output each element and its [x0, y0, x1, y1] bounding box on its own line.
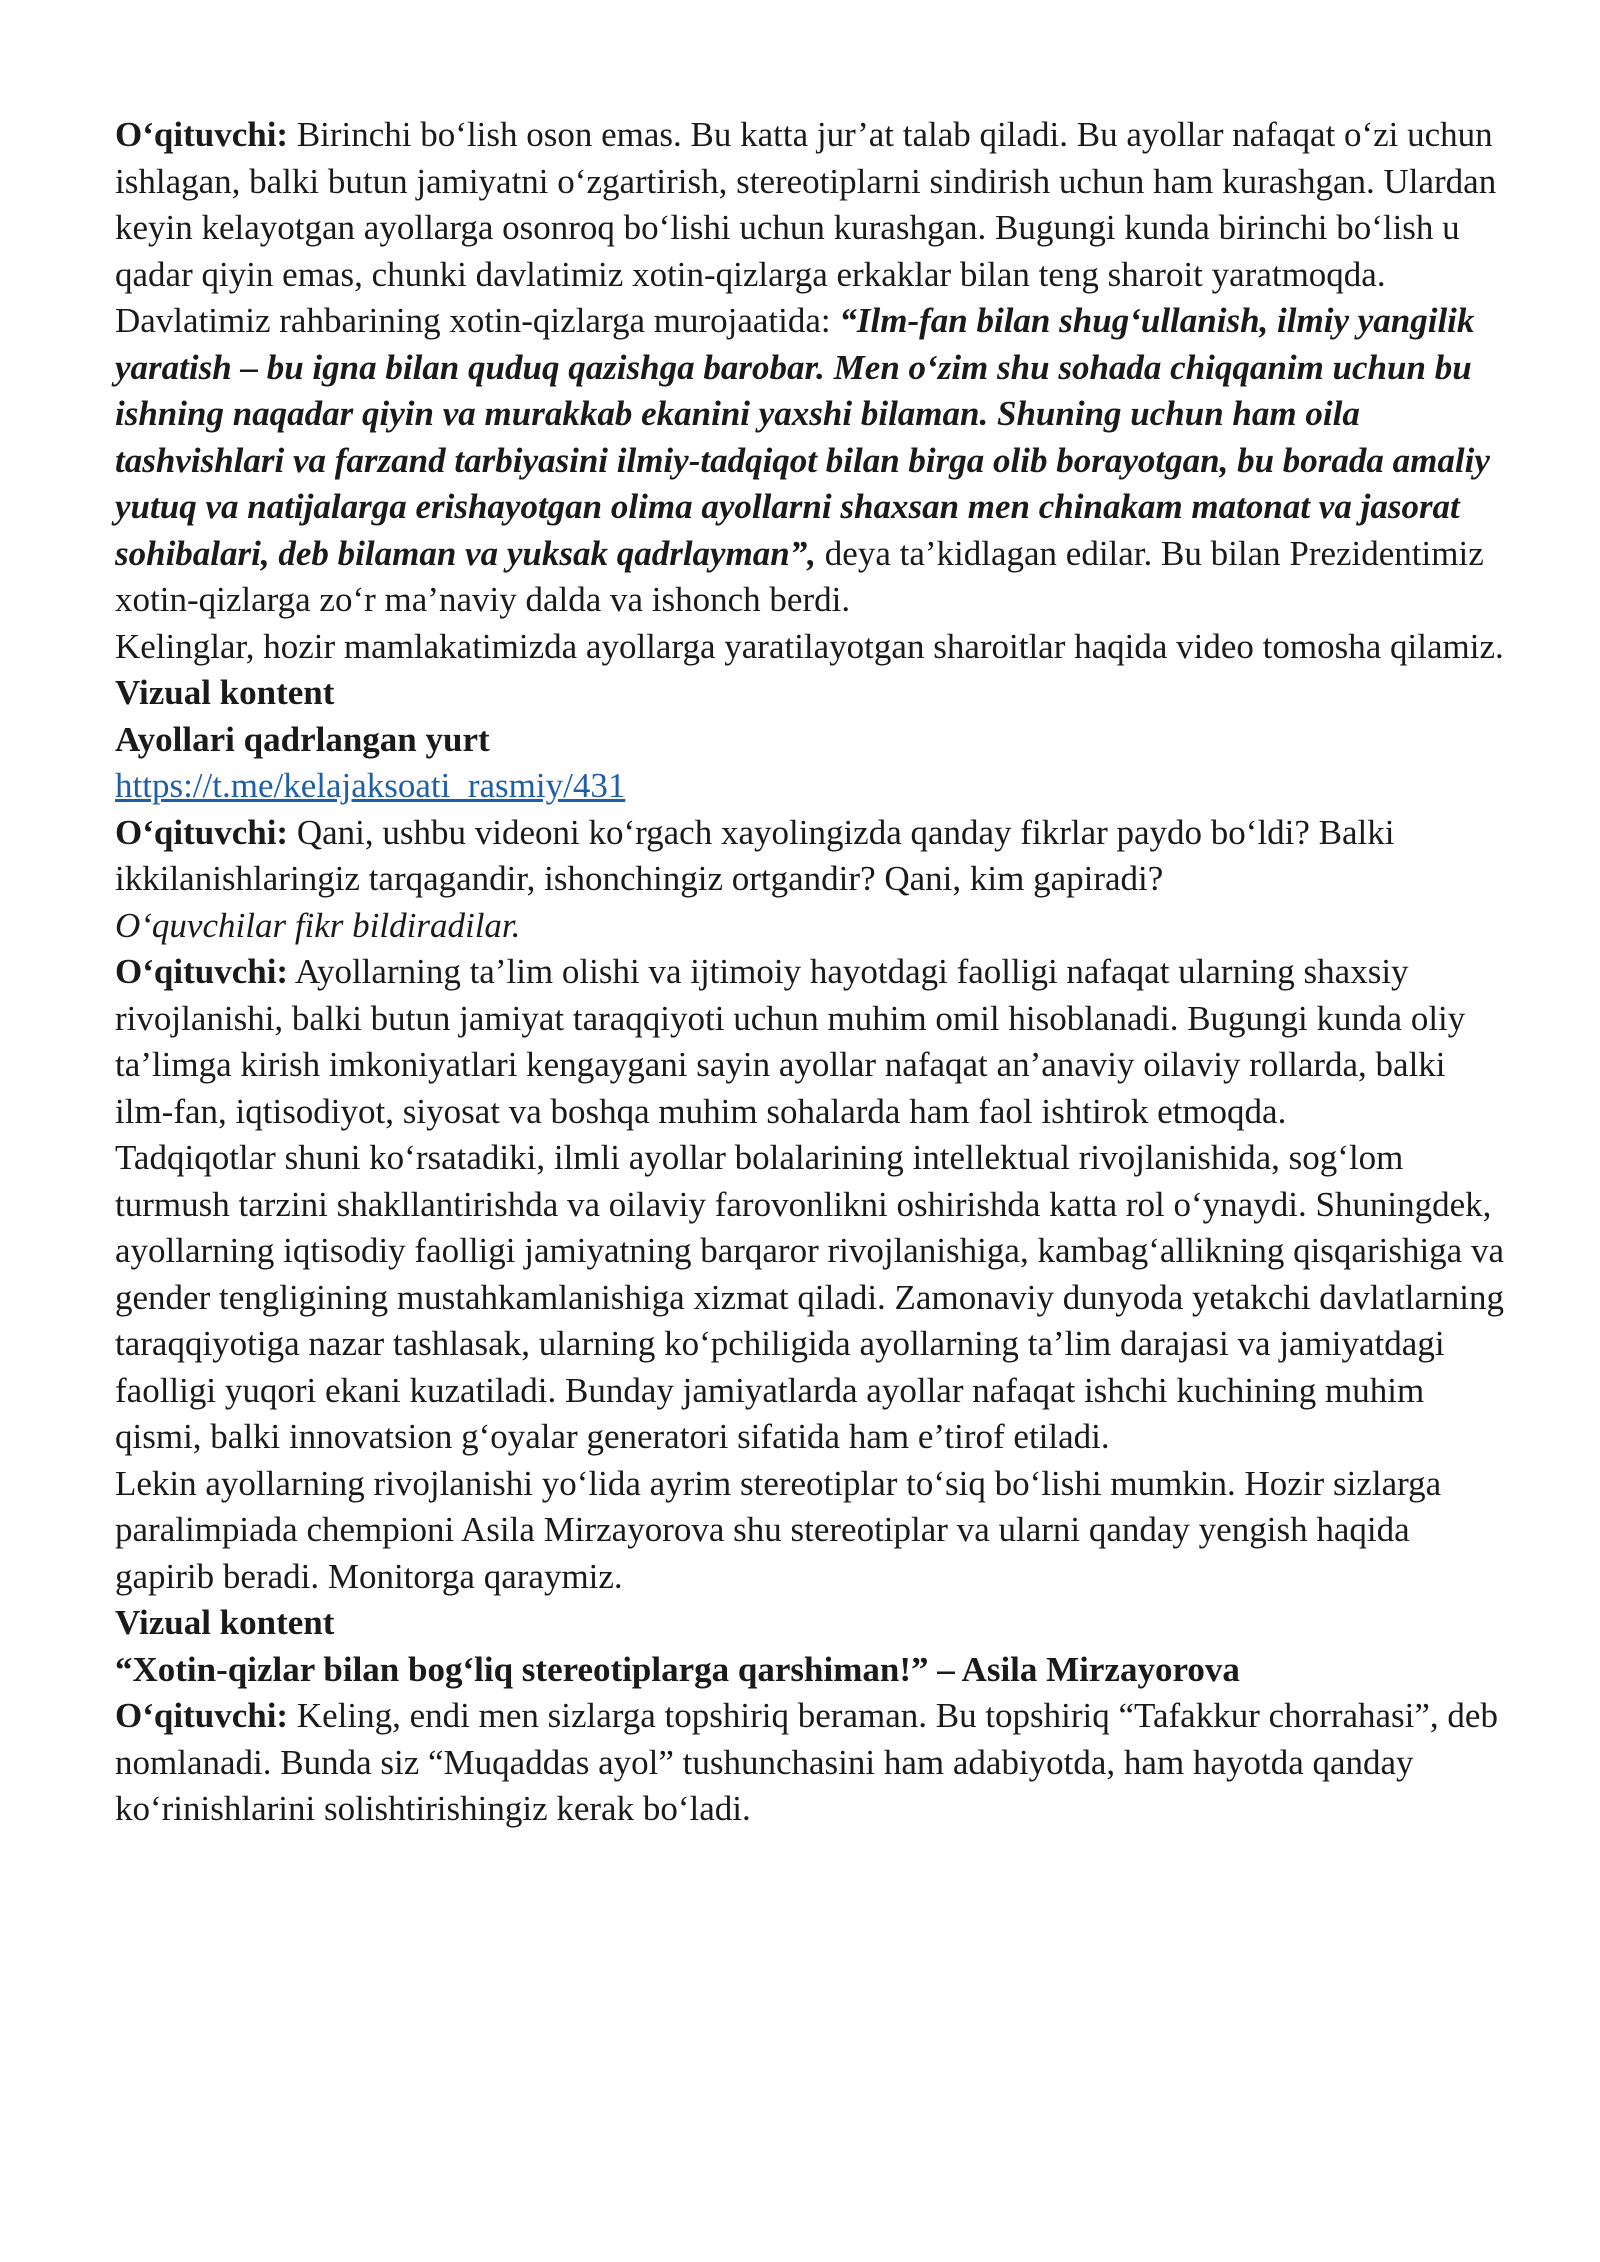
speaker-label: O‘qituvchi:	[115, 812, 289, 852]
visual-content-title-2: “Xotin-qizlar bilan bog‘liq stereotiplarga qarshiman!” – Asila Mirzayorova	[115, 1649, 1240, 1689]
video-invitation-paragraph: Kelinglar, hozir mamlakatimizda ayollarga yaratilayotgan sharoitlar haqida video tomosha qilamiz.	[115, 626, 1504, 666]
teacher-paragraph-3	[115, 949, 1510, 1135]
paragraph-outro-text: deya ta’kidlagan edilar. Bu bilan Prezidentimiz xotin-qizlarga zo‘r ma’naviy dalda va ishonch berdi.	[115, 533, 1484, 619]
visual-content-title-1: Ayollari qadrlangan yurt	[115, 719, 490, 759]
paragraph-text: Ayollarning ta’lim olishi va ijtimoiy hayotdagi faolligi nafaqat ularning shaxsiy rivojlanishi, balki butun jamiyat taraqqiyoti uchun muhim omil hisoblanadi. Bugungi kunda oliy ta’limga kirish imkoniyatlari kengaygani sayin ayollar nafaqat an’anaviy oilaviy rollarda, balki ilm-fan, iqtisodiyot, siyosat va boshqa muhim sohalarda ham faol ishtirok etmoqda.	[115, 952, 1466, 1131]
speaker-label: O‘qituvchi:	[115, 1696, 289, 1735]
stereotypes-paragraph: Lekin ayollarning rivojlanishi yo‘lida ayrim stereotiplar to‘siq bo‘lishi mumkin. Hozir sizlarga paralimpiada chempioni Asila Mirzayorova shu stereotiplar va ularni qanday yengish haqida gapirib beradi. Monitorga qaraymiz.	[115, 1463, 1442, 1596]
students-note: O‘quvchilar fikr bildiradilar.	[115, 905, 521, 945]
video-link[interactable]: https://t.me/kelajaksoati_rasmiy/431	[115, 766, 626, 805]
visual-content-label-2: Vizual kontent	[115, 1603, 335, 1642]
document-page	[115, 112, 1510, 1833]
research-paragraph: Tadqiqotlar shuni ko‘rsatadiki, ilmli ayollar bolalarining intellektual rivojlanishida, sog‘lom turmush tarzini shakllantirishda va oilaviy farovonlikni oshirishda katta rol o‘ynaydi. Shuningdek, ayollarning iqtisodiy faolligi jamiyatning barqaror rivojlanishiga, kambag‘allikning qisqarishiga va gender tengligining mustahkamlanishiga xizmat qiladi. Zamonaviy dunyoda yetakchi davlatlarning taraqqiyotiga nazar tashlasak, ularning ko‘pchiligida ayollarning ta’lim darajasi va jamiyatdagi faolligi yuqori ekani kuzatiladi. Bunday jamiyatlarda ayollar nafaqat ishchi kuchining muhim qismi, balki innovatsion g‘oyalar generatori sifatida ham e’tirof etiladi.	[115, 1138, 1504, 1456]
teacher-paragraph-4	[115, 1693, 1510, 1833]
paragraph-text: Keling, endi men sizlarga topshiriq beraman. Bu topshiriq “Tafakkur chorrahasi”, deb nomlanadi. Bunda siz “Muqaddas ayol” tushunchasini ham adabiyotda, ham hayotda qanday ko‘rinishlarini solishtirishingiz kerak bo‘ladi.	[115, 1696, 1498, 1828]
paragraph-intro-text: Birinchi bo‘lish oson emas. Bu katta jur’at talab qiladi. Bu ayollar nafaqat o‘zi uchun ishlagan, balki butun jamiyatni o‘zgartirish, stereotiplarni sindirish uchun ham kurashgan. Ulardan keyin kelayotgan ayollarga osonroq bo‘lishi uchun kurashgan. Bugungi kunda birinchi bo‘lish u qadar qiyin emas, chunki davlatimiz xotin-qizlarga erkaklar bilan teng sharoit yaratmoqda. Davlatimiz rahbarining xotin-qizlarga murojaatida:	[115, 115, 1497, 340]
teacher-paragraph-1	[115, 112, 1510, 624]
president-quote: “Ilm-fan bilan shug‘ullanish, ilmiy yangilik yaratish – bu igna bilan quduq qazishga barobar. Men o‘zim shu sohada chiqqanim uchun bu ishning naqadar qiyin va murakkab ekanini yaxshi bilaman. Shuning uchun ham oila tashvishlari va farzand tarbiyasini ilmiy-tadqiqot bilan birga olib borayotgan, bu borada amaliy yutuq va natijalarga erishayotgan olima ayollarni shaxsan men chinakam matonat va jasorat sohibalari, deb bilaman va yuksak qadrlayman”,	[115, 301, 1490, 573]
speaker-label: O‘qituvchi:	[115, 115, 289, 154]
teacher-paragraph-2	[115, 810, 1510, 903]
paragraph-text: Qani, ushbu videoni ko‘rgach xayolingizda qanday fikrlar paydo bo‘ldi? Balki ikkilanishlaringiz tarqagandir, ishonchingiz ortgandir? Qani, kim gapiradi?	[115, 812, 1395, 898]
visual-content-label-1: Vizual kontent	[115, 673, 335, 712]
speaker-label: O‘qituvchi:	[115, 952, 289, 991]
